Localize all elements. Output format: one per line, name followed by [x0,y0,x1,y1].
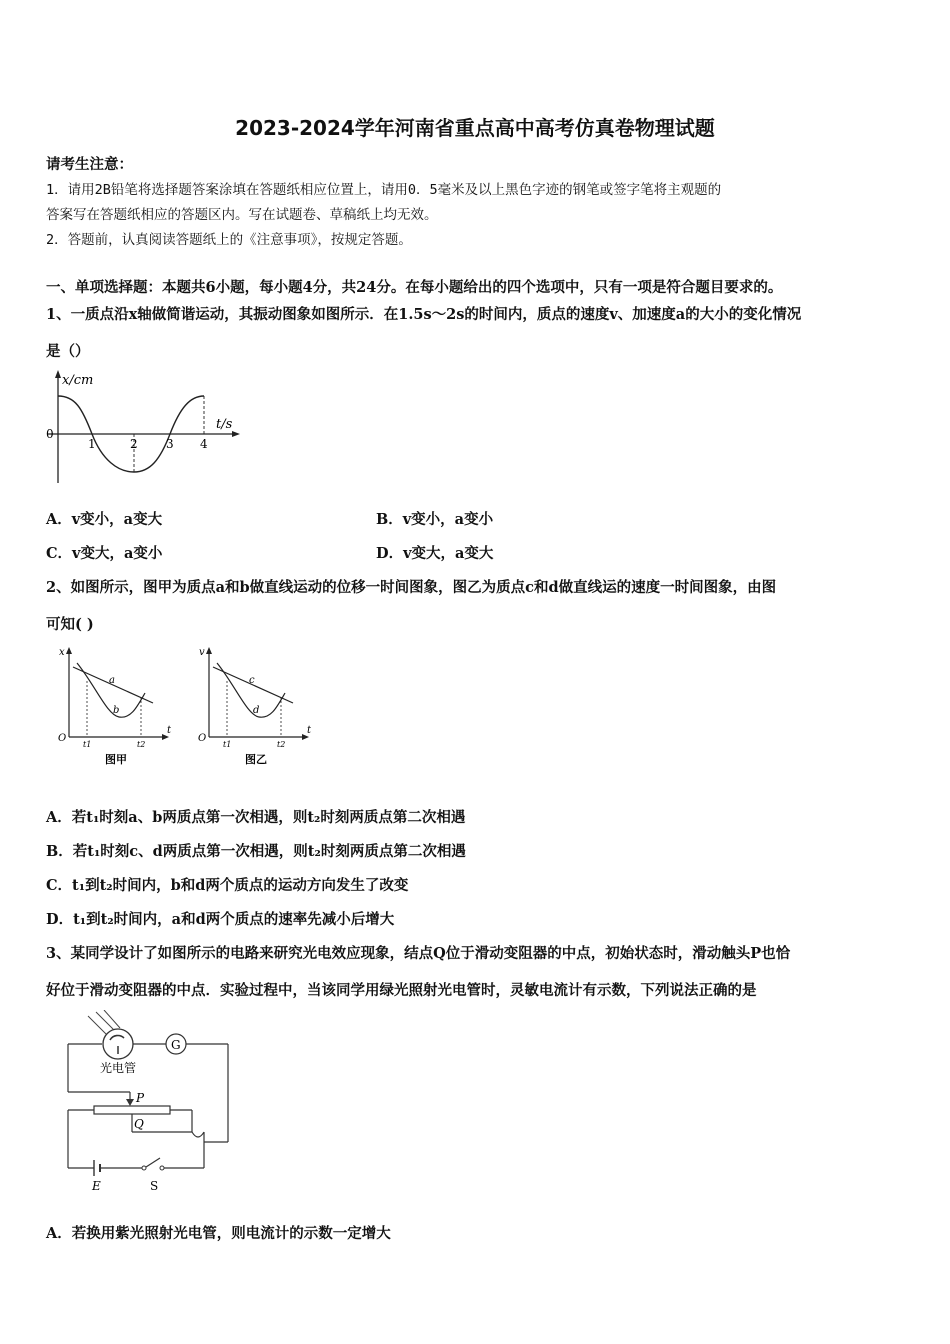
q2-option-a[interactable]: A．若t₁时刻a、b两质点第一次相遇，则t₂时刻两质点第二次相遇 [46,809,466,826]
q2-fig2-t1: t1 [223,740,232,749]
q1-option-a[interactable]: A．v变小，a变大 [46,511,163,528]
q2-fig2-t2: t2 [277,740,286,749]
q2-fig1-caption: 图甲 [105,753,127,766]
q1-oscillation-graph [40,368,245,486]
q2-fig1-t2: t2 [137,740,146,749]
q1-option-c[interactable]: C．v变大，a变小 [46,545,163,562]
q1-graph-tick-2: 2 [130,437,138,451]
q3-q-label: Q [134,1117,144,1131]
q2-option-d[interactable]: D．t₁到t₂时间内，a和d两个质点的速率先减小后增大 [46,911,395,928]
q1-option-b[interactable]: B．v变小，a变小 [376,511,494,528]
q2-stem-line1: 2、如图所示，图甲为质点a和b做直线运动的位移一时间图象，图乙为质点c和d做直线运的速度一时间图象，由图 [46,579,777,596]
q1-stem-line2: 是（） [46,343,90,360]
q3-option-a[interactable]: A．若换用紫光照射光电管，则电流计的示数一定增大 [46,1225,391,1242]
q2-fig2-origin: O [198,733,207,744]
q3-circuit-diagram [60,1010,245,1200]
q2-fig1-curve-b: b [113,705,120,716]
q1-option-d[interactable]: D．v变大，a变大 [376,545,494,562]
q3-s-label: S [150,1179,159,1193]
q1-graph-xlabel: t/s [216,417,233,432]
q1-graph-origin: 0 [46,427,54,441]
q1-stem-line1: 1、一质点沿x轴做简谐运动，其振动图象如图所示．在1.5s～2s的时间内，质点的速度v、加速度a的大小的变化情况 [46,306,802,323]
q2-figure-jia [55,645,175,770]
q2-fig2-curve-d: d [253,705,260,716]
q2-fig1-curve-a: a [109,675,115,686]
section-heading: 一、单项选择题：本题共6小题，每小题4分，共24分。在每小题给出的四个选项中，只有一项是符合题目要求的。 [46,279,783,296]
q3-meter-label: G [171,1038,181,1052]
q2-fig2-caption: 图乙 [245,753,267,766]
q1-graph-tick-4: 4 [200,437,208,451]
q1-graph-ylabel: x/cm [62,373,94,388]
notice-item1-line1: 1．请用2B铅笔将选择题答案涂填在答题纸相应位置上，请用0．5毫米及以上黑色字迹的钢笔或签字笔将主观题的 [46,182,722,198]
q2-option-b[interactable]: B．若t₁时刻c、d两质点第一次相遇，则t₂时刻两质点第二次相遇 [46,843,466,860]
page-title: 2023-2024学年河南省重点高中高考仿真卷物理试题 [235,116,715,140]
q1-graph-tick-3: 3 [166,437,174,451]
q2-option-c[interactable]: C．t₁到t₂时间内，b和d两个质点的运动方向发生了改变 [46,877,409,894]
q2-fig1-t1: t1 [83,740,92,749]
notice-heading: 请考生注意： [46,156,133,173]
q3-tube-label: 光电管 [100,1061,137,1075]
q3-stem-line2: 好位于滑动变阻器的中点．实验过程中，当该同学用绿光照射光电管时，灵敏电流计有示数，下列说法正确的是 [46,982,757,999]
q3-stem-line1: 3、某同学设计了如图所示的电路来研究光电效应现象，结点Q位于滑动变阻器的中点，初始状态时，滑动触头P也恰 [46,945,791,962]
q3-p-label: P [136,1091,145,1105]
q1-graph-tick-1: 1 [88,437,96,451]
q2-fig2-xlabel: t [307,725,312,736]
q2-fig2-ylabel: v [199,647,205,658]
q2-fig1-ylabel: x [59,647,65,658]
q2-stem-line2: 可知( ) [46,616,94,633]
q2-figure-yi [195,645,315,770]
notice-item2: 2．答题前，认真阅读答题纸上的《注意事项》，按规定答题。 [46,232,412,248]
q3-e-label: E [92,1179,101,1193]
notice-item1-line2: 答案写在答题纸相应的答题区内。写在试题卷、草稿纸上均无效。 [46,207,438,223]
q2-fig1-origin: O [58,733,67,744]
q2-fig1-xlabel: t [167,725,172,736]
q2-fig2-curve-c: c [249,675,255,686]
